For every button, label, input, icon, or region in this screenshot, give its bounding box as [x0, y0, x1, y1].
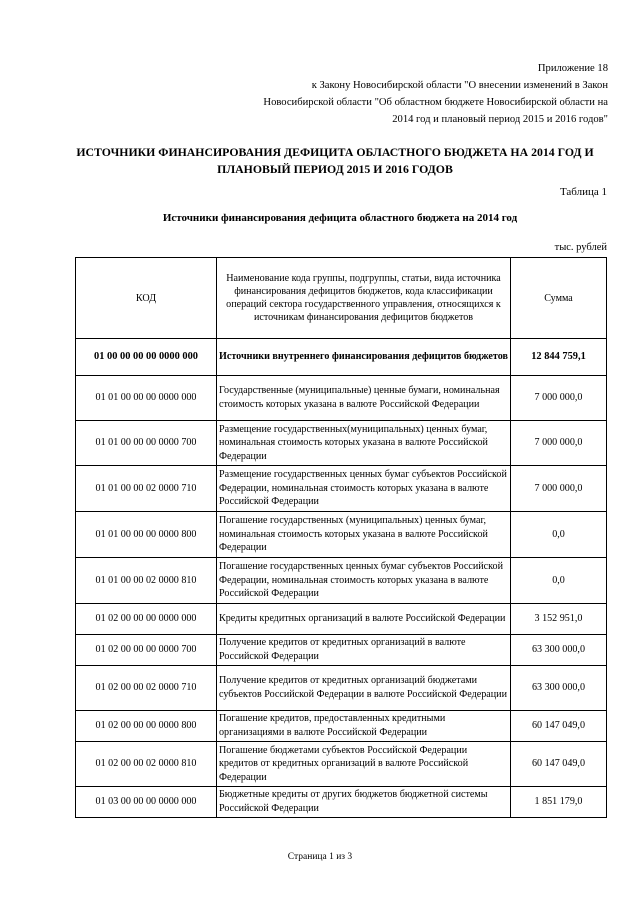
row-sum: 1 851 179,0 — [511, 787, 607, 818]
row-sum: 0,0 — [511, 512, 607, 558]
row-code: 01 02 00 00 00 0000 000 — [76, 604, 217, 635]
table-row — [76, 466, 607, 512]
row-code: 01 03 00 00 00 0000 000 — [76, 787, 217, 818]
row-name: Погашение бюджетами субъектов Российской Федерации кредитов от кредитных организаций в валюте Российской Федерации — [217, 742, 511, 787]
table-number: Таблица 1 — [559, 186, 607, 198]
financing-sources-table — [75, 257, 607, 818]
appendix-line: Новосибирской области "Об областном бюджете Новосибирской области на — [263, 97, 608, 108]
appendix-note — [188, 60, 608, 128]
row-code: 01 01 00 00 02 0000 710 — [76, 466, 217, 512]
table-row — [76, 376, 607, 421]
table-row — [76, 711, 607, 742]
row-sum: 63 300 000,0 — [511, 666, 607, 711]
row-name: Получение кредитов от кредитных организаций бюджетами субъектов Российской Федерации в валюте Российской Федерации — [217, 666, 511, 711]
page-footer: Страница 1 из 3 — [287, 852, 353, 862]
table-row — [76, 421, 607, 466]
row-name: Погашение кредитов, предоставленных кредитными организациями в валюте Российской Федерации — [217, 711, 511, 742]
row-name: Размещение государственных(муниципальных) ценных бумаг, номинальная стоимость которых указана в валюте Российской Федерации — [217, 421, 511, 466]
table-row — [76, 635, 607, 666]
row-code: 01 01 00 00 00 0000 800 — [76, 512, 217, 558]
row-sum: 7 000 000,0 — [511, 376, 607, 421]
row-code: 01 02 00 00 00 0000 800 — [76, 711, 217, 742]
row-code: 01 02 00 00 02 0000 810 — [76, 742, 217, 787]
appendix-line: к Закону Новосибирской области "О внесении изменений в Закон — [311, 80, 608, 91]
row-sum: 63 300 000,0 — [511, 635, 607, 666]
table-row — [76, 604, 607, 635]
row-name: Кредиты кредитных организаций в валюте Российской Федерации — [217, 604, 511, 635]
document-title-line-2: ПЛАНОВЫЙ ПЕРИОД 2015 И 2016 ГОДОВ — [217, 162, 453, 176]
row-sum: 7 000 000,0 — [511, 421, 607, 466]
row-sum: 60 147 049,0 — [511, 742, 607, 787]
row-code: 01 01 00 00 00 0000 000 — [76, 376, 217, 421]
column-header-sum: Сумма — [511, 258, 607, 339]
column-header-code: КОД — [76, 258, 217, 339]
row-name: Источники внутреннего финансирования дефицитов бюджетов — [217, 339, 511, 376]
table-row — [76, 666, 607, 711]
row-sum: 60 147 049,0 — [511, 711, 607, 742]
table-header-row — [76, 258, 607, 339]
row-code: 01 01 00 00 02 0000 810 — [76, 558, 217, 604]
appendix-line: Приложение 18 — [537, 63, 608, 74]
table-row — [76, 512, 607, 558]
row-code: 01 00 00 00 00 0000 000 — [76, 339, 217, 376]
document-title-line-1: ИСТОЧНИКИ ФИНАНСИРОВАНИЯ ДЕФИЦИТА ОБЛАСТНОГО БЮДЖЕТА НА 2014 ГОД И — [76, 145, 594, 159]
column-header-name: Наименование кода группы, подгруппы, статьи, вида источника финансирования дефицитов бюджетов, кода классификации операций сектора государственного управления, относящихся к источникам финансирования дефицитов бюджетов — [217, 258, 511, 339]
table-row — [76, 742, 607, 787]
row-name: Размещение государственных ценных бумаг субъектов Российской Федерации, номинальная стоимость которых указана в валюте Российской Федерации — [217, 466, 511, 512]
row-code: 01 02 00 00 02 0000 710 — [76, 666, 217, 711]
appendix-line: 2014 год и плановый период 2015 и 2016 годов" — [392, 114, 608, 125]
row-sum: 3 152 951,0 — [511, 604, 607, 635]
row-sum: 7 000 000,0 — [511, 466, 607, 512]
units-label: тыс. рублей — [554, 242, 607, 253]
table-row — [76, 787, 607, 818]
document-title — [40, 144, 630, 178]
table-row — [76, 339, 607, 376]
row-name: Государственные (муниципальные) ценные бумаги, номинальная стоимость которых указана в валюте Российской Федерации — [217, 376, 511, 421]
row-sum: 0,0 — [511, 558, 607, 604]
row-name: Бюджетные кредиты от других бюджетов бюджетной системы Российской Федерации — [217, 787, 511, 818]
row-name: Погашение государственных ценных бумаг субъектов Российской Федерации, номинальная стоимость которых указана в валюте Российской Федерации — [217, 558, 511, 604]
row-sum: 12 844 759,1 — [511, 339, 607, 376]
row-name: Погашение государственных (муниципальных) ценных бумаг, номинальная стоимость которых указана в валюте Российской Федерации — [217, 512, 511, 558]
table-title: Источники финансирования дефицита областного бюджета на 2014 год — [162, 212, 518, 224]
row-name: Получение кредитов от кредитных организаций в валюте Российской Федерации — [217, 635, 511, 666]
row-code: 01 02 00 00 00 0000 700 — [76, 635, 217, 666]
table-row — [76, 558, 607, 604]
row-code: 01 01 00 00 00 0000 700 — [76, 421, 217, 466]
